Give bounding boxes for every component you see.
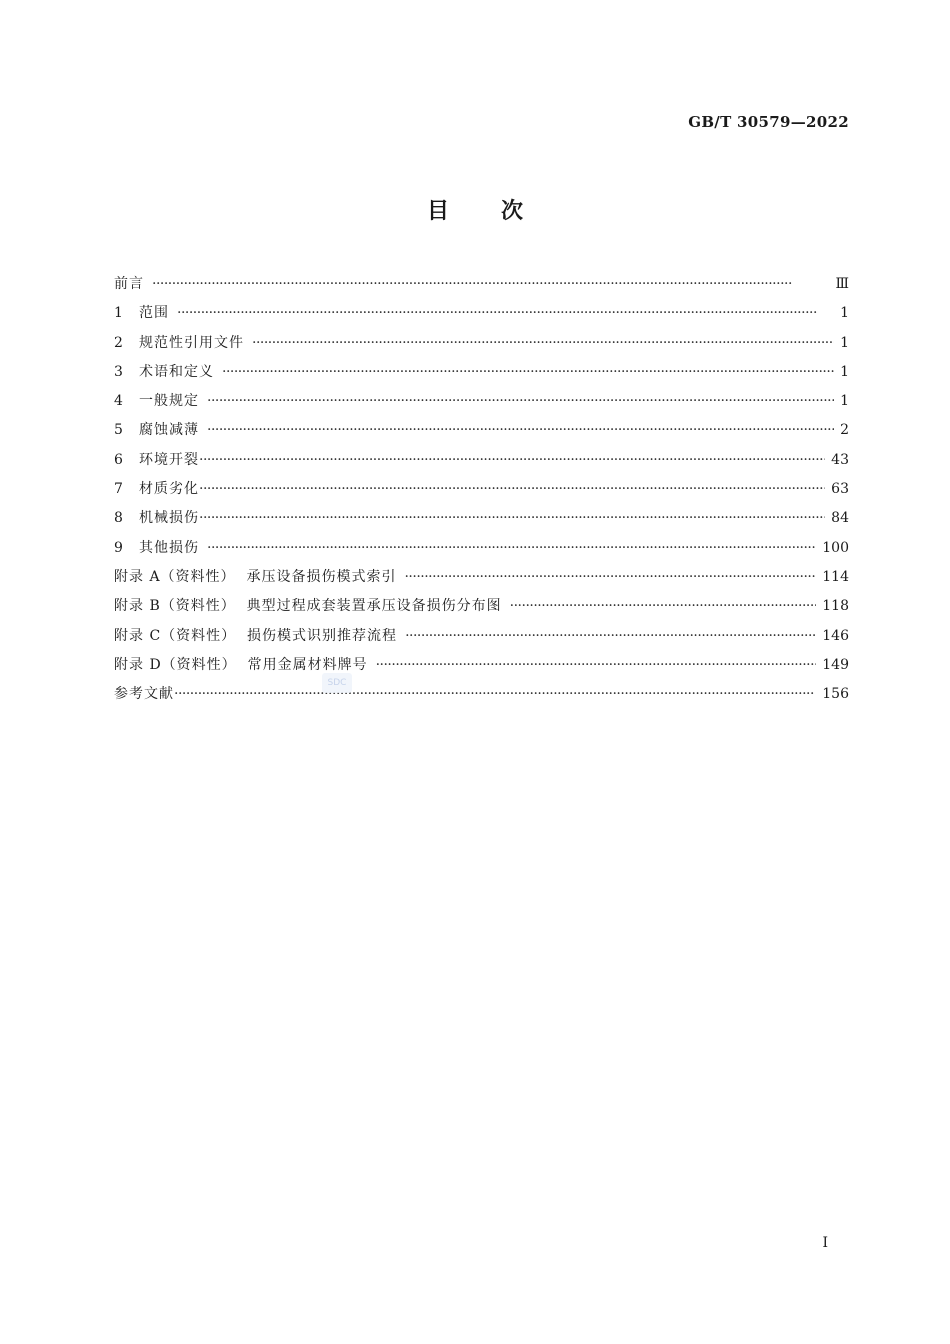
toc-dot-leader [207, 416, 834, 445]
toc-entry-number: 2 [114, 334, 123, 351]
page-title: 目次 [426, 199, 575, 224]
toc-entry-page: 43 [831, 451, 849, 468]
toc-entry-page: 84 [831, 510, 849, 527]
toc-dot-leader [199, 475, 825, 504]
toc-entry-corrosion-thinning[interactable] [114, 416, 849, 445]
toc-entry-annex-b[interactable] [114, 592, 849, 621]
toc-entry-label: 规范性引用文件 [139, 334, 244, 351]
toc-entry-label: 其他损伤 [139, 539, 199, 556]
toc-dot-leader [404, 563, 816, 592]
toc-entry-label: 附录 A（资料性） 承压设备损伤模式索引 [114, 568, 397, 585]
toc-entry-mechanical-damage[interactable] [114, 504, 849, 533]
toc-entry-page: 1 [840, 334, 849, 351]
toc-entry-annex-a[interactable] [114, 563, 849, 592]
standard-code: GB/T 30579—2022 [688, 113, 849, 131]
toc-entry-page: 1 [840, 393, 849, 410]
toc-entry-label: 术语和定义 [139, 363, 214, 380]
toc-dot-leader [207, 387, 834, 416]
toc-entry-page: 156 [822, 686, 849, 703]
toc-entry-annex-c[interactable] [114, 622, 849, 651]
toc-entry-label: 材质劣化 [139, 481, 199, 498]
toc-entry-material-degradation[interactable] [114, 475, 849, 504]
watermark-logo: SDC [322, 673, 352, 693]
toc-entry-terms-definitions[interactable] [114, 358, 849, 387]
toc-entry-number: 1 [114, 305, 123, 322]
toc-entry-page: 149 [822, 656, 849, 673]
toc-entry-number: 5 [114, 422, 123, 439]
toc-entry-label: 环境开裂 [139, 451, 199, 468]
toc-entry-number: 6 [114, 451, 123, 468]
toc-dot-leader [222, 358, 834, 387]
toc-dot-leader [207, 534, 816, 563]
toc-dot-leader [177, 299, 834, 328]
toc-entry-page: 1 [840, 305, 849, 322]
page-number: I [822, 1235, 828, 1251]
table-of-contents [114, 270, 849, 709]
toc-entry-label: 前言 [114, 276, 144, 292]
toc-entry-environmental-cracking[interactable] [114, 446, 849, 475]
toc-entry-page: 1 [840, 363, 849, 380]
toc-dot-leader [174, 680, 816, 709]
toc-entry-annex-d[interactable] [114, 651, 849, 680]
toc-entry-label: 附录 D（资料性） 常用金属材料牌号 [114, 656, 368, 673]
toc-entry-label: 参考文献 [114, 686, 174, 703]
toc-dot-leader [376, 651, 817, 680]
toc-entry-number: 9 [114, 539, 123, 556]
toc-entry-general-provisions[interactable] [114, 387, 849, 416]
toc-dot-leader [405, 622, 816, 651]
toc-entry-page: 118 [822, 598, 849, 615]
toc-entry-page: 114 [822, 568, 849, 585]
toc-entry-page: 100 [822, 539, 849, 556]
toc-entry-label: 机械损伤 [139, 510, 199, 527]
toc-dot-leader [199, 446, 825, 475]
toc-dot-leader [510, 592, 817, 621]
toc-entry-label: 范围 [139, 305, 169, 322]
toc-entry-other-damage[interactable] [114, 534, 849, 563]
toc-entry-page: 2 [840, 422, 849, 439]
toc-entry-page: 63 [831, 481, 849, 498]
toc-entry-page: 146 [822, 627, 849, 644]
toc-entry-bibliography[interactable] [114, 680, 849, 709]
toc-entry-number: 3 [114, 363, 123, 380]
toc-entry-number: 7 [114, 481, 123, 498]
toc-entry-foreword[interactable] [114, 270, 849, 299]
toc-entry-page: Ⅲ [835, 276, 849, 292]
toc-entry-number: 4 [114, 393, 123, 410]
toc-dot-leader [252, 329, 834, 358]
toc-entry-scope[interactable] [114, 299, 849, 328]
toc-dot-leader [199, 504, 825, 533]
toc-entry-label: 附录 B（资料性） 典型过程成套装置承压设备损伤分布图 [114, 598, 502, 615]
toc-entry-number: 8 [114, 510, 123, 527]
toc-entry-normative-references[interactable] [114, 329, 849, 358]
toc-entry-label: 一般规定 [139, 393, 199, 410]
toc-entry-label: 腐蚀减薄 [139, 422, 199, 439]
toc-entry-label: 附录 C（资料性） 损伤模式识别推荐流程 [114, 627, 398, 644]
toc-dot-leader [152, 270, 829, 299]
